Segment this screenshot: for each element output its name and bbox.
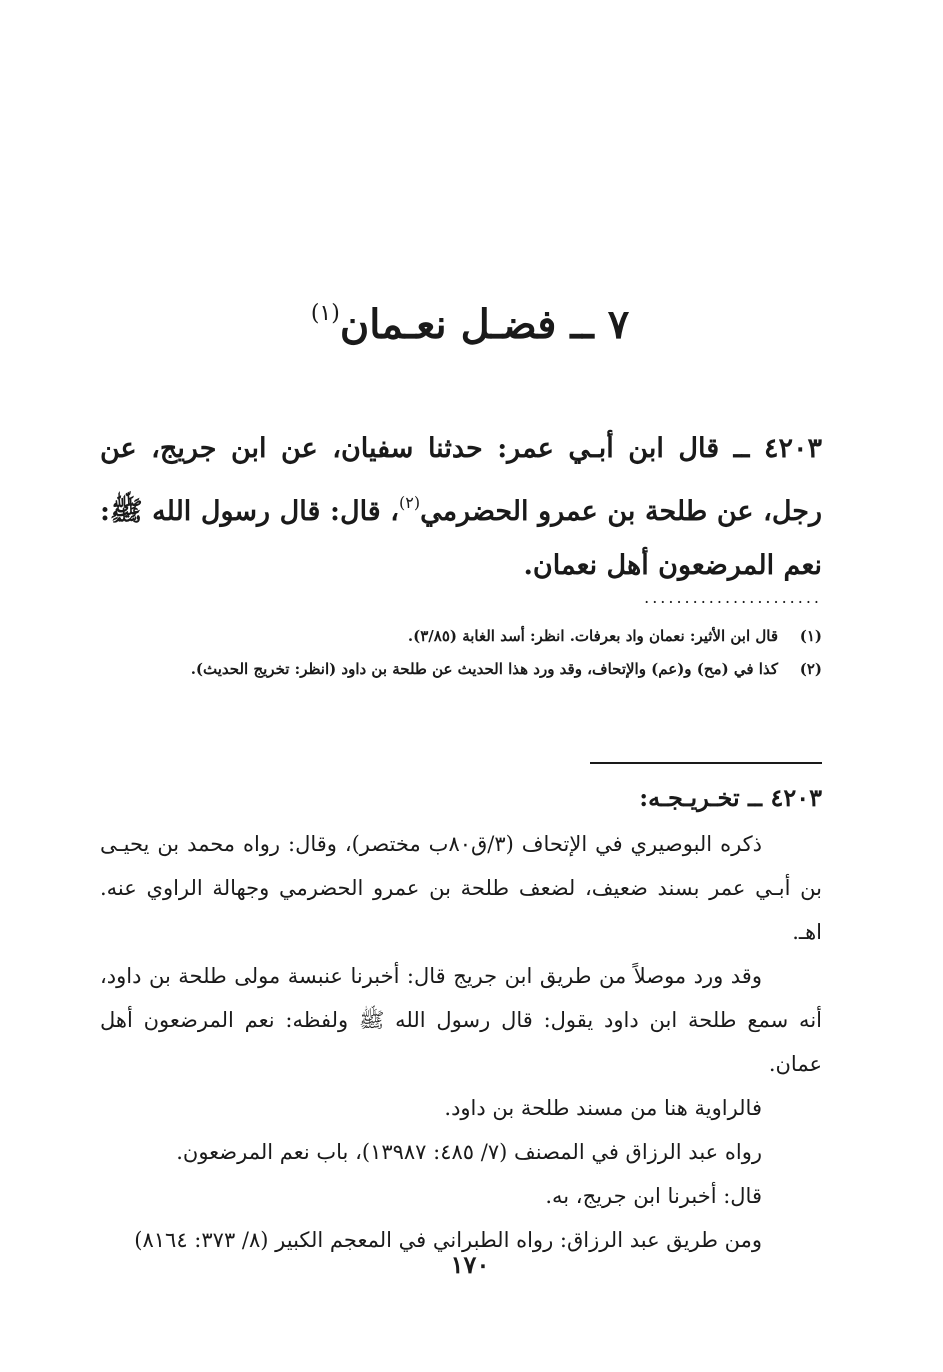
chapter-title xyxy=(250,284,690,355)
page-number: ١٧٠ xyxy=(450,1250,490,1279)
chapter-footnote-ref: (١) xyxy=(310,301,340,326)
footnote-text: كذا في (مح) و(عم) والإتحاف، وقد ورد هذا الحديث عن طلحة بن داود (انظر: تخريج الحديث). xyxy=(190,660,778,678)
footnote-number: (١) xyxy=(799,627,822,645)
footnote-text: قال ابن الأثير: نعمان واد بعرفات. انظر: أسد الغابة (٣/٨٥). xyxy=(407,627,778,645)
takhrij-paragraph: ومن طريق عبد الرزاق: رواه الطبراني في المعجم الكبير (٨/ ٣٧٣: ٨١٦٤) xyxy=(134,1228,762,1252)
hadith-text xyxy=(100,422,822,593)
footnote-separator-dots: ...................... xyxy=(644,588,822,607)
footnote-1 xyxy=(100,620,822,653)
section-divider xyxy=(590,762,822,764)
hadith-text-part1: ٤٢٠٣ ــ قال ابن أبـي عمر: حدثنا سفيان، عن ابن جريج، عن رجل، عن طلحة بن عمرو الحضرمي xyxy=(100,433,822,527)
takhrij-paragraph: قال: أخبرنا ابن جريج، به. xyxy=(545,1184,762,1208)
footnote-number: (٢) xyxy=(799,660,822,678)
takhrij-paragraph: وقد ورد موصلاً من طريق ابن جريج قال: أخبرنا عنبسة مولى طلحة بن داود، أنه سمع طلحة ابن داود يقول: قال رسول الله ﷺ ولفظه: نعم المرضعون أهل عمان. xyxy=(100,964,822,1076)
footnote-2 xyxy=(100,653,822,686)
footnotes xyxy=(100,620,822,686)
hadith-footnote-ref: (٢) xyxy=(399,493,421,512)
hadith-text-part2: ، قال: قال رسول الله ﷺ: نعم المرضعون أهل نعمان. xyxy=(100,496,822,581)
takhrij-section xyxy=(100,778,822,1262)
chapter-title-text: ٧ ــ فضـل نعـمان xyxy=(339,301,630,348)
takhrij-paragraph: رواه عبد الرزاق في المصنف (٧/ ٤٨٥: ١٣٩٨٧)، باب نعم المرضعون. xyxy=(176,1140,762,1164)
takhrij-paragraph: ذكره البوصيري في الإتحاف (٣/ق٨٠ب مختصر)، وقال: رواه محمد بن يحيـى بن أبـي عمر بسند ضعيف، لضعف طلحة بن عمرو الحضرمي وجهالة الراوي عنه. اهـ. xyxy=(100,832,822,944)
takhrij-paragraph: فالراوية هنا من مسند طلحة بن داود. xyxy=(444,1096,762,1120)
takhrij-heading: ٤٢٠٣ ــ تخـريـجـه: xyxy=(639,783,822,812)
